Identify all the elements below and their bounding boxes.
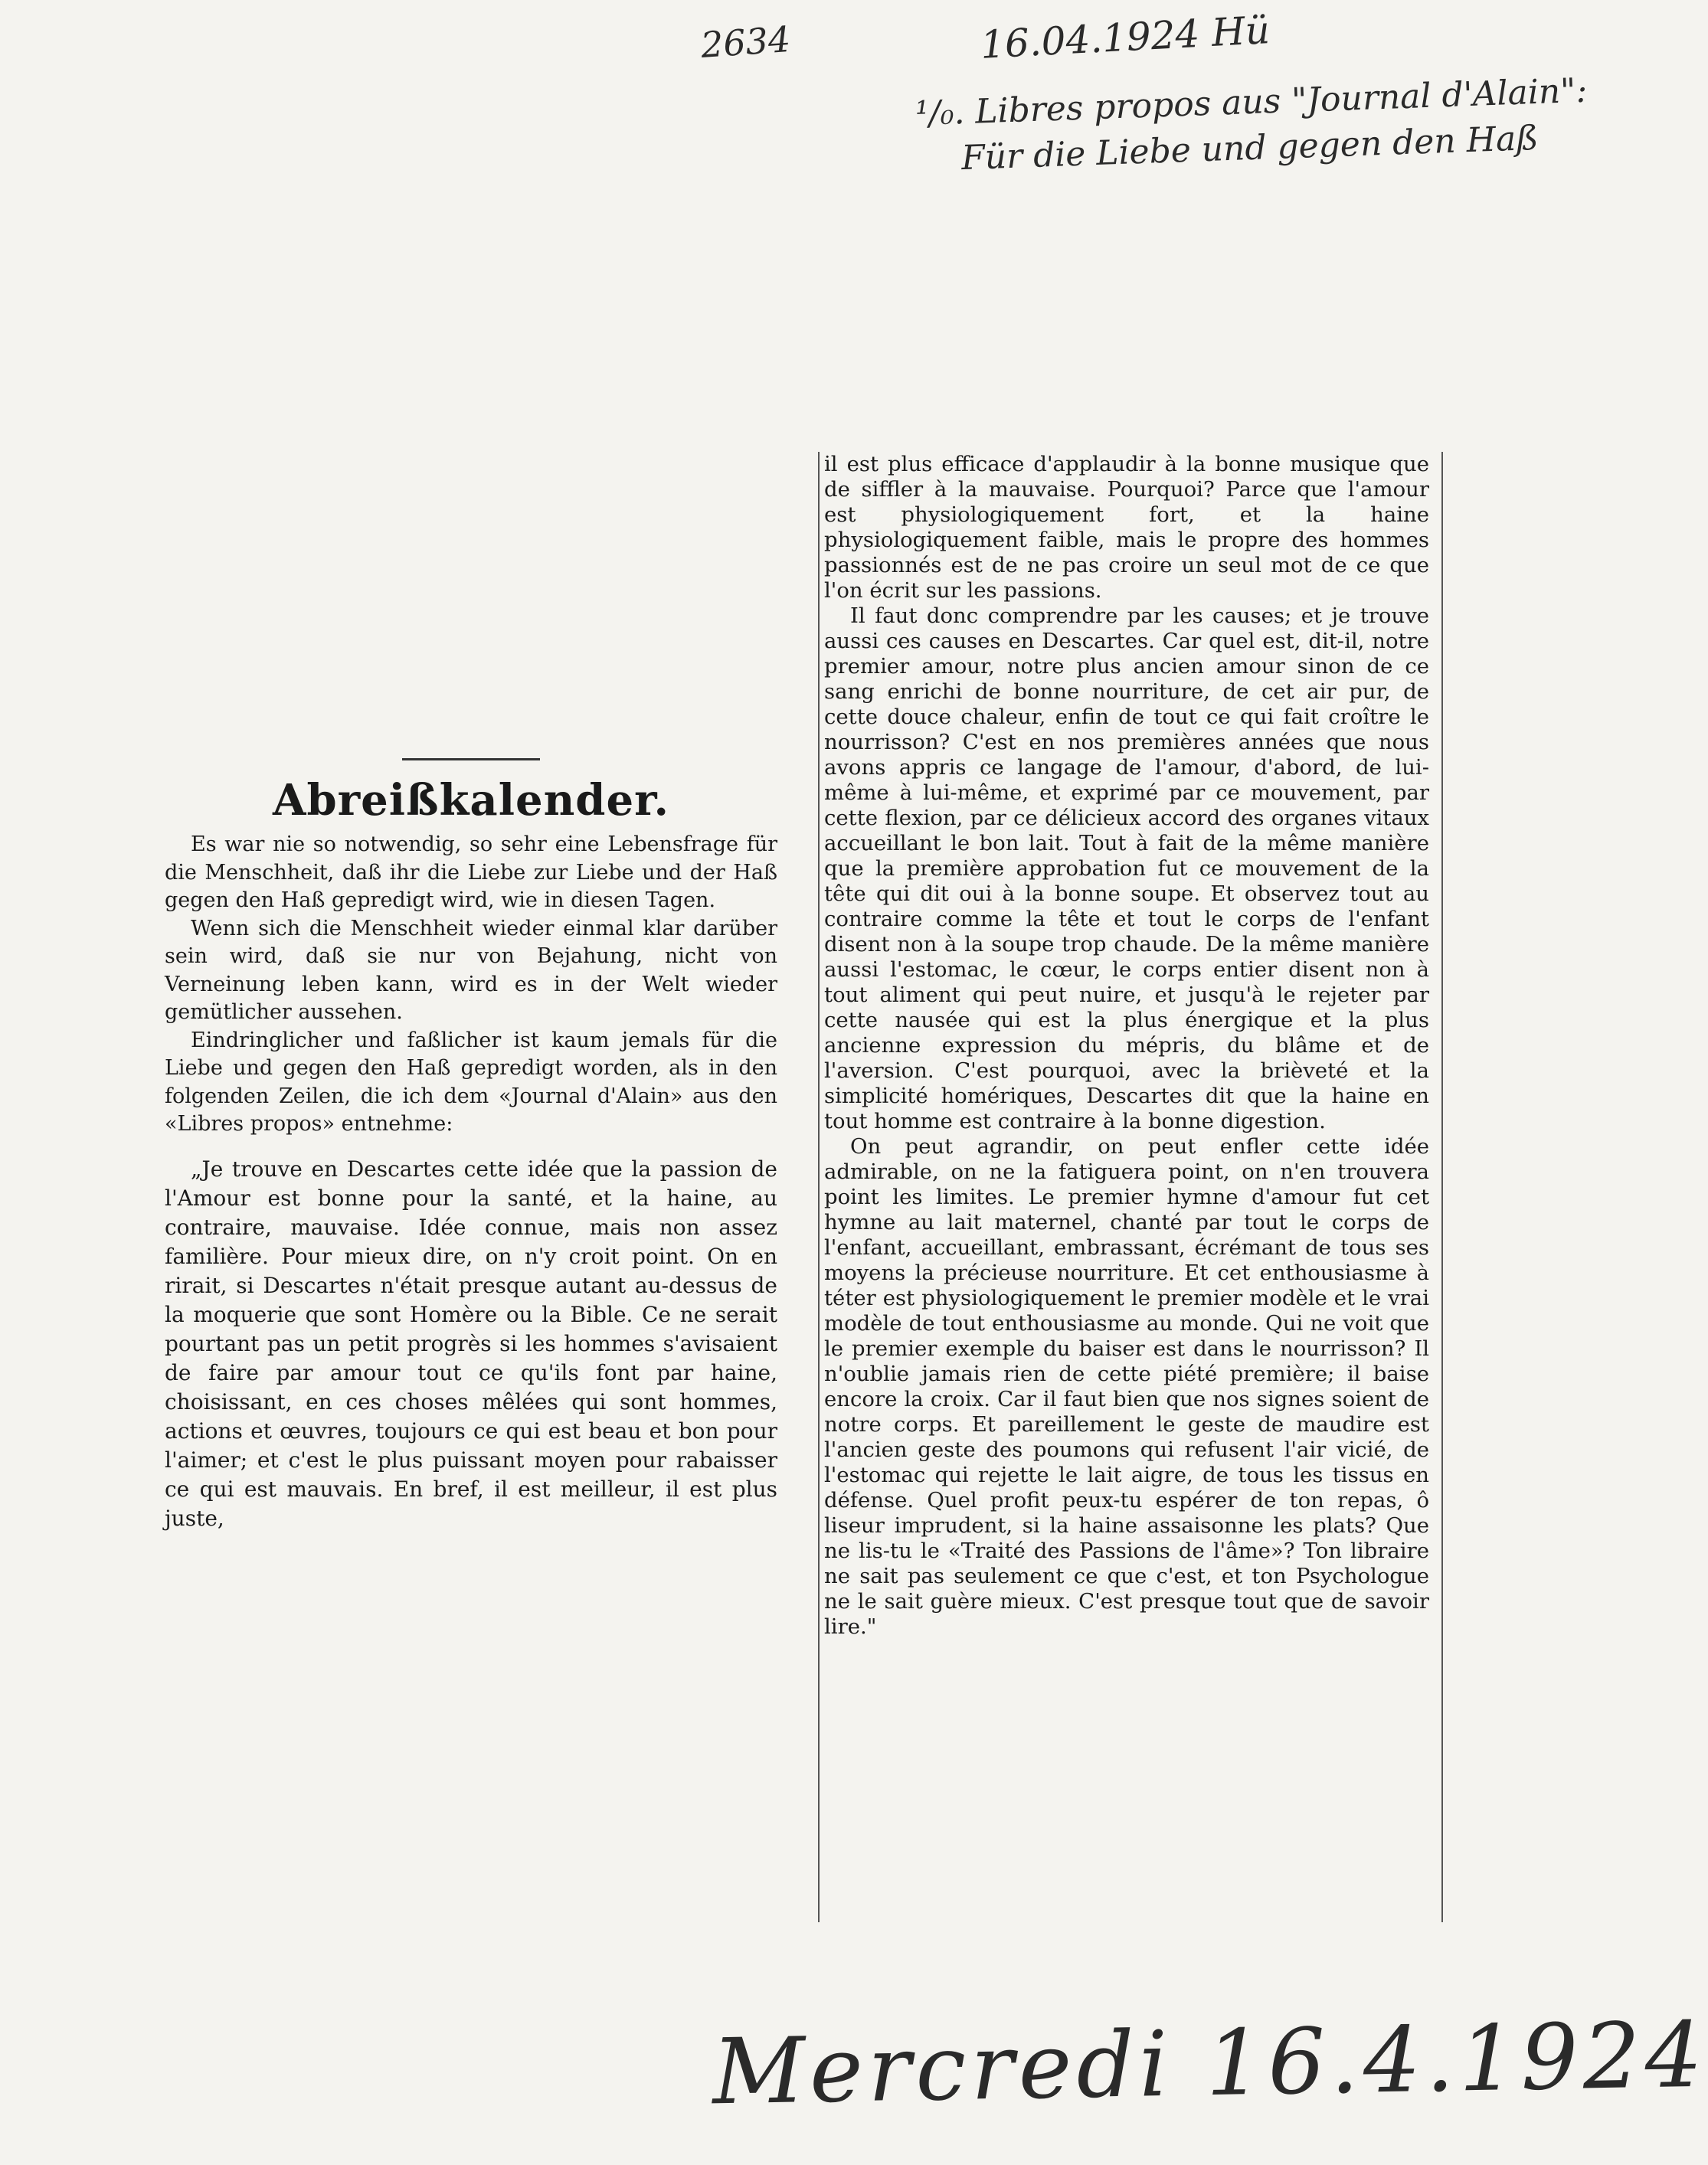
french-paragraph: „Je trouve en Descartes cette idée que la passion de l'Amour est bonne pour la santé, et la haine, au contraire, mauvaise. Idée connue, mais non assez familière. Pour mieux dire, on n'y croit point. On en rirait, si Descartes n'était presque autant au-dessus de la moquerie que sont Homère ou la Bible. Ce ne serait pourtant pas un petit progrès si les hommes s'avisaient de faire par amour tout ce qu'ils font par haine, choisissant, en ces choses mêlées qui sont hommes, actions et œuvres, toujours ce qui est beau et bon pour l'aimer; et c'est le plus puissant moyen pour rabaisser ce qui est mauvais. En bref, il est meilleur, il est plus juste, xyxy=(165,1156,777,1531)
german-intro-text xyxy=(165,831,777,1139)
article-column-right xyxy=(818,452,1443,1922)
handwritten-annotation-line: ¹/₀. Libres propos aus "Journal d'Alain": xyxy=(915,70,1589,134)
handwritten-date-top: 16.04.1924 Hü xyxy=(979,8,1271,67)
french-paragraph: On peut agrandir, on peut enfler cette idée admirable, on ne la fatiguera point, on n'en trouvera point les limites. Le premier hymne d'amour fut cet hymne au lait maternel, chanté par tout le corps de l'enfant, accueillant, embrassant, écrémant de tous ses moyens la précieuse nourriture. Et cet enthousiasme à téter est physiologiquement le premier modèle et le vrai modèle de tout enthousiasme au monde. Qui ne voit que le premier exemple du baiser est dans le nourrisson? Il n'oublie jamais rien de cette piété première; il baise encore la croix. Car il faut bien que nos signes soient de notre corps. Et pareillement le geste de maudire est l'ancien geste des poumons qui refusent l'air vicié, de l'estomac qui rejette le lait aigre, de tous les tissus en défense. Quel profit peux-tu espérer de ton repas, ô liseur imprudent, si la haine assaisonne les plats? Que ne lis-tu le «Traité des Passions de l'âme»? Ton libraire ne sait pas seulement ce que c'est, et ton Psychologue ne le sait guère mieux. C'est presque tout que de savoir lire." xyxy=(824,1134,1429,1639)
german-paragraph: Eindringlicher und faßlicher ist kaum jemals für die Liebe und gegen den Haß gepredigt worden, als in den folgenden Zeilen, die ich dem «Journal d'Alain» aus den «Libres propos» entnehme: xyxy=(165,1028,777,1136)
archive-number: 2634 xyxy=(699,18,792,67)
article-headline: Abreißkalender. xyxy=(273,775,669,826)
headline-ornament-rule xyxy=(402,758,540,760)
french-quote-continued xyxy=(824,452,1429,1640)
french-paragraph: il est plus efficace d'applaudir à la bonne musique que de siffler à la mauvaise. Pourquoi? Parce que l'amour est physiologiquement fort, et la haine physiologiquement faible, mais le propre des hommes passionnés est de ne pas croire un seul mot de ce que l'on écrit sur les passions. xyxy=(824,452,1429,603)
french-paragraph: Il faut donc comprendre par les causes; et je trouve aussi ces causes en Descartes. Car quel est, dit-il, notre premier amour, notre plus ancien amour sinon de ce sang enrichi de bonne nourriture, de cet air pur, de cette douce chaleur, enfin de tout ce qui fait croître le nourrisson? C'est en nos premières années que nous avons appris ce langage de l'amour, d'abord, de lui-même à lui-même, et exprimé par ce mouvement, par cette flexion, par ce délicieux accord des organes vitaux accueillant le bon lait. Tout à fait de la même manière que la première approbation fut ce mouvement de la tête qui dit oui à la bonne soupe. Et observez tout au contraire comme la tête et tout le corps de l'enfant disent non à la soupe trop chaude. De la même manière aussi l'estomac, le cœur, le corps entier disent non à tout aliment qui peut nuire, et jusqu'à le rejeter par cette nausée qui est la plus énergique et la plus ancienne expression du mépris, du blâme et de l'aversion. C'est pourquoi, avec la brièveté et la simplicité homériques, Descartes dit que la haine en tout homme est contraire à la bonne digestion. xyxy=(824,603,1429,1133)
article-column-left xyxy=(165,758,777,1531)
german-paragraph: Es war nie so notwendig, so sehr eine Lebensfrage für die Menschheit, daß ihr die Liebe zur Liebe und der Haß gegen den Haß gepredigt wird, wie in diesen Tagen. xyxy=(165,832,777,912)
french-quote-start xyxy=(165,1155,777,1533)
handwritten-annotation-line: Für die Liebe und gegen den Haß xyxy=(960,118,1539,178)
german-paragraph: Wenn sich die Menschheit wieder einmal klar darüber sein wird, daß sie nur von Bejahung, nicht von Verneinung leben kann, wird es in der Welt wieder gemütlicher aussehen. xyxy=(165,916,777,1024)
handwritten-date-bottom: Mercredi 16.4.1924 xyxy=(711,2001,1708,2125)
